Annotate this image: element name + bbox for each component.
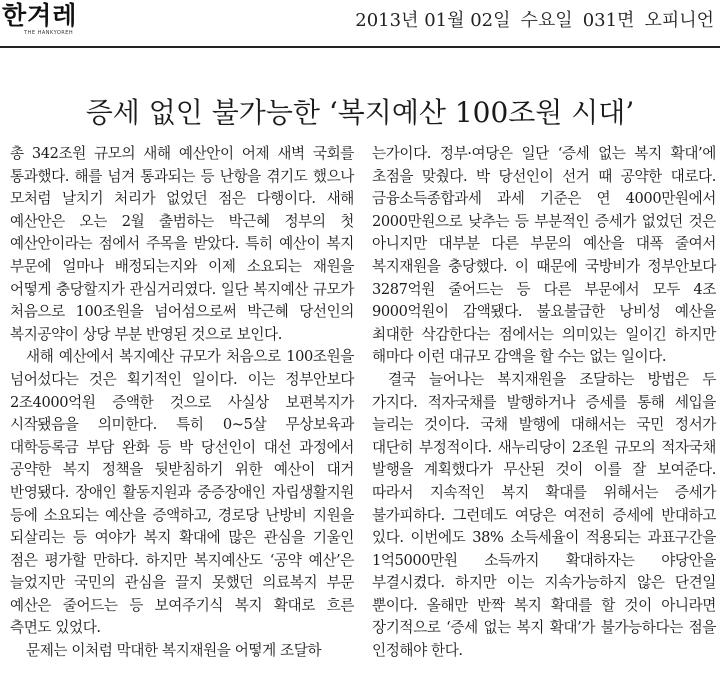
masthead-logo	[2, 2, 98, 42]
article-body	[10, 143, 716, 691]
paragraph: 문제는 이처럼 막대한 복지재원을 어떻게 조달하	[26, 642, 322, 660]
masthead-rule	[0, 46, 720, 48]
dateline	[345, 10, 714, 32]
paragraph: 새해 예산에서 복지예산 규모가 처음으로 100조원을 넘어섰다는 것은 획기적인 일이다. 이는 정부안보다 2조4000억원 증액한 것으로 사실상 보편복지가 시작됐음을 의미한다. 특히 0~5살 무상보육과 대학등록금 부담 완화 등 박 당선인이 대선 과정에서 공약한 복지 정책을 뒷받침하기 위한 예산이 대거 반영됐다. 장애인 활동지원과 중증장애인 자립생활지원 등에 소요되는 예산을 증액하고, 경로당 난방비 지원을 되살리는 등 여야가 복지 확대에 많은 관심을 기울인 점은 평가할 만하다. 하지만 복지예산도 ‘공약 예산’은 늘었지만 국민의 관심을 끌지 못했던 의료복지 부문 예산은 줄어드는 등 보여주기식 복지 확대로 흐른 측면도 있었다.	[10, 348, 354, 637]
logo-subtitle: THE HANKYOREH	[24, 30, 74, 36]
article-headline: 증세 없인 불가능한 ‘복지예산 100조원 시대’	[85, 95, 635, 129]
section-name: 오피니언	[644, 10, 714, 31]
paragraph: 결국 늘어나는 복지재원을 조달하는 방법은 두 가지다. 적자국채를 발행하거나 증세를 통해 세입을 늘리는 것이다. 국채 발행에 대해서는 국민 정서가 대단히 부정적이다. 새누리당이 2조원 규모의 적자국채 발행을 계획했다가 무산된 것이 이를 잘 보여준다. 따라서 지속적인 복지 확대를 위해서는 증세가 불가피하다. 그런데도 여당은 여전히 증세에 반대하고 있다. 이번에도 38% 소득세율이 적용되는 과표구간을 1억5000만원 소득까지 확대하자는 야당안을 부결시켰다. 하지만 이는 지속가능하지 않은 단견일 뿐이다. 올해만 반짝 복지 확대를 할 것이 아니라면 장기적으로 ‘증세 없는 복지 확대’가 불가능하다는 점을 인정해야 한다.	[372, 370, 716, 660]
paragraph: 는가이다. 정부·여당은 일단 ‘증세 없는 복지 확대’에 초점을 맞췄다. 박 당선인이 선거 때 공약한 대로다. 금융소득종합과세 과세 기준은 연 4000만원에서 2000만원으로 낮추는 등 부분적인 증세가 없었던 것은 아니지만 대부분 다른 부문의 예산을 대폭 줄여서 복지재원을 충당했다. 이 때문에 국방비가 정부안보다 3287억원 줄어드는 등 다른 부문에서 모두 4조 9000억원이 감액됐다. 불요불급한 낭비성 예산을 최대한 삭감한다는 점에서는 의미있는 일이긴 하지만 해마다 이런 대규모 감액을 할 수는 없는 일이다.	[372, 145, 716, 366]
paragraph: 총 342조원 규모의 새해 예산안이 어제 새벽 국회를 통과했다. 해를 넘겨 통과되는 등 난항을 겪기도 했으나 모처럼 날치기 처리가 없었던 점은 다행이다. 새해 예산안은 오는 2월 출범하는 박근혜 정부의 첫 예산안이라는 점에서 주목을 받았다. 특히 예산이 복지 부문에 얼마나 배정되는지와 이제 소요되는 재원을 어떻게 충당할지가 관심거리였다. 일단 복지예산 규모가 처음으로 100조원을 넘어섬으로써 박근혜 당선인의 복지공약이 상당 부분 반영된 것으로 보인다.	[10, 145, 354, 343]
page-number: 031면	[582, 10, 635, 31]
column-left	[10, 143, 354, 691]
logo-text: 한겨레	[2, 1, 78, 30]
issue-weekday: 수요일	[520, 10, 573, 31]
issue-date: 2013년 01월 02일	[355, 10, 511, 31]
column-right	[372, 143, 716, 691]
